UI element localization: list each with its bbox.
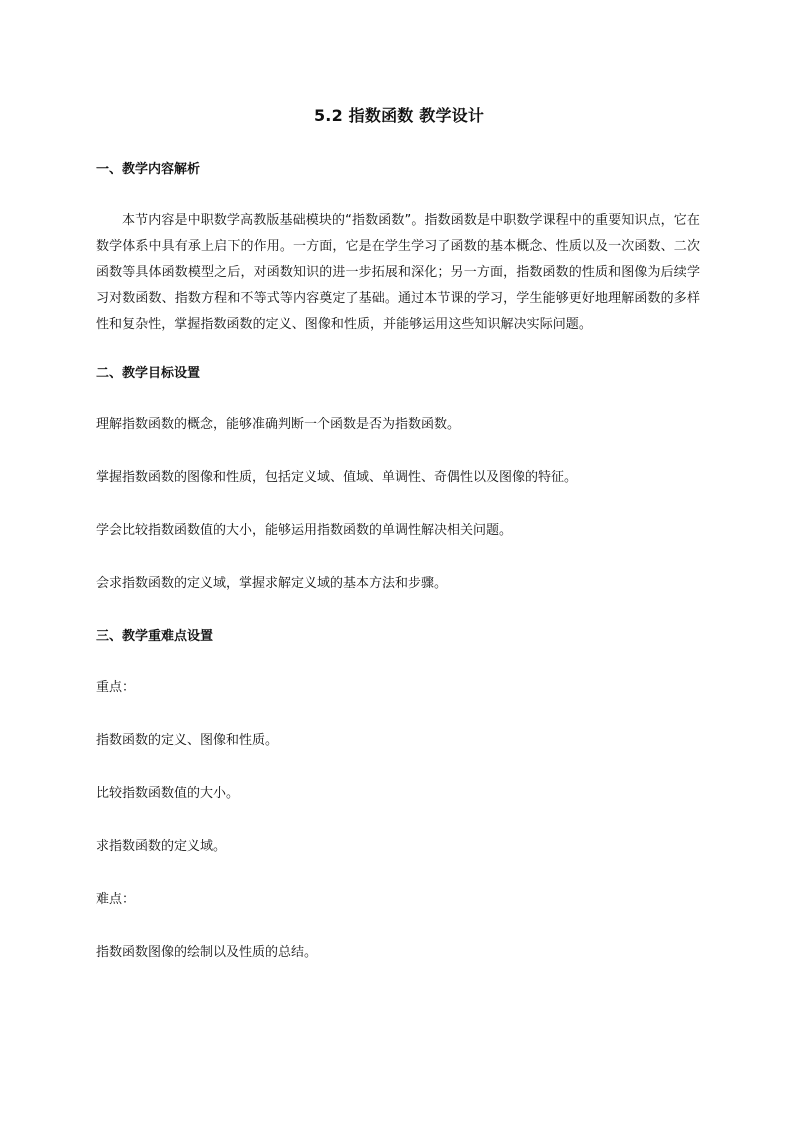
key-point-item: 比较指数函数值的大小。 (96, 786, 240, 801)
key-point-item: 求指数函数的定义域。 (96, 839, 227, 854)
objective-item: 理解指数函数的概念，能够准确判断一个函数是否为指数函数。 (96, 417, 461, 432)
document-title: 5.2 指数函数 教学设计 (313, 106, 485, 125)
section-heading-teaching-objectives: 二、教学目标设置 (96, 366, 201, 381)
key-point-item: 指数函数的定义、图像和性质。 (96, 733, 279, 748)
section-heading-key-difficulties: 三、教学重难点设置 (96, 629, 214, 644)
document-content (96, 101, 700, 963)
content-analysis-paragraph: 本节内容是中职数学高教版基础模块的“指数函数”。指数函数是中职数学课程中的重要知识点，它在数学体系中具有承上启下的作用。一方面，它是在学生学习了函数的基本概念、性质以及一次函数、二次函数等具体函数模型之后，对函数知识的进一步拓展和深化；另一方面，指数函数的性质和图像为后续学习对数函数、指数方程和不等式等内容奠定了基础。通过本节课的学习，学生能够更好地理解函数的多样性和复杂性，掌握指数函数的定义、图像和性质，并能够运用这些知识解决实际问题。 (96, 213, 700, 332)
section-heading-content-analysis: 一、教学内容解析 (96, 162, 201, 177)
difficulty-item: 指数函数图像的绘制以及性质的总结。 (96, 945, 318, 960)
objective-item: 学会比较指数函数值的大小，能够运用指数函数的单调性解决相关问题。 (96, 523, 513, 538)
objective-item: 掌握指数函数的图像和性质，包括定义域、值域、单调性、奇偶性以及图像的特征。 (96, 470, 578, 485)
key-points-label: 重点： (96, 680, 136, 695)
difficulty-label: 难点： (96, 892, 136, 907)
objective-item: 会求指数函数的定义域，掌握求解定义域的基本方法和步骤。 (96, 576, 448, 591)
